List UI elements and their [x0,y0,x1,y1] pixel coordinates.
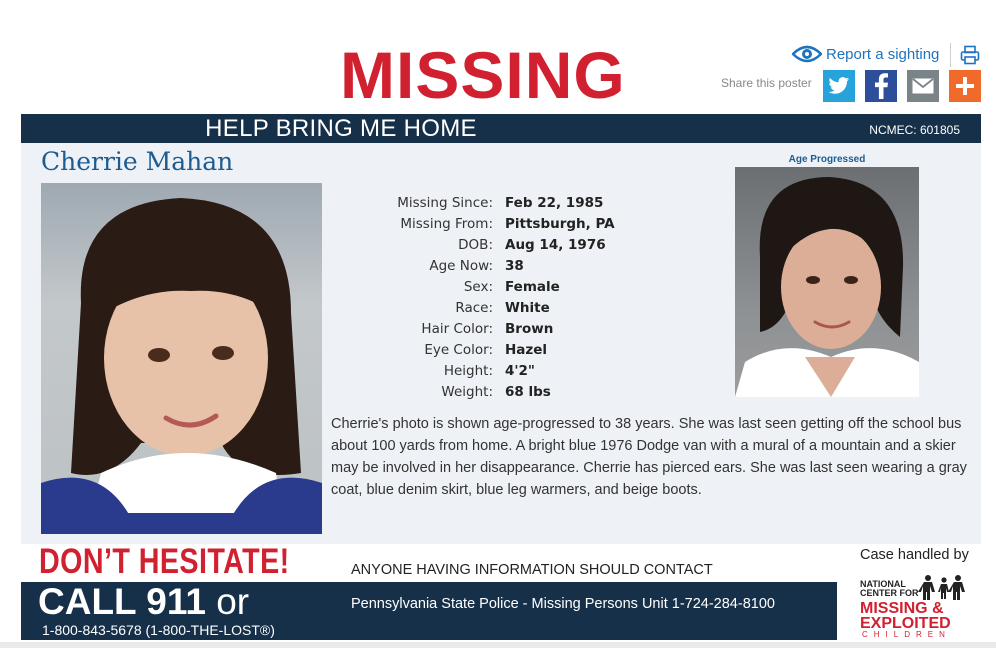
eye-icon [792,44,822,64]
header-divider [950,43,951,67]
share-twitter-button[interactable] [823,70,855,102]
case-handled-label: Case handled by [860,547,969,563]
detail-value: Female [505,278,560,295]
report-sighting-link[interactable] [792,44,939,64]
detail-label: Hair Color: [421,320,493,337]
detail-label: Weight: [441,383,493,400]
call-or-label: or [216,581,250,622]
detail-value: Hazel [505,341,548,358]
ncmec-logo-line1: NATIONAL [860,579,906,589]
contact-instruction: ANYONE HAVING INFORMATION SHOULD CONTACT [351,562,713,578]
page-bottom-edge [0,642,996,648]
hotline-number: 1-800-843-5678 (1-800-THE-LOST®) [42,622,275,638]
detail-value: Brown [505,320,554,337]
share-facebook-button[interactable] [865,70,897,102]
ncmec-logo-line3: MISSING & [860,600,944,617]
detail-row-age-now [330,255,730,276]
ncmec-logo-line5: CHILDREN [862,630,951,639]
age-progressed-photo [735,167,919,397]
detail-row-eye-color [330,339,730,360]
plus-icon [956,77,974,95]
help-banner [21,114,981,143]
detail-label: Sex: [463,278,493,295]
email-icon [912,78,934,94]
detail-row-hair-color [330,318,730,339]
detail-value: Feb 22, 1985 [505,194,604,211]
detail-label: DOB: [458,236,493,253]
printer-icon[interactable] [960,45,980,70]
case-id: NCMEC: 601805 [869,123,960,137]
share-more-button[interactable] [949,70,981,102]
detail-value: Pittsburgh, PA [505,215,615,232]
detail-label: Height: [443,362,493,379]
detail-label: Age Now: [429,257,493,274]
detail-row-race [330,297,730,318]
detail-row-missing-since [330,192,730,213]
detail-label: Missing From: [400,215,493,232]
share-email-button[interactable] [907,70,939,102]
detail-label: Missing Since: [397,194,493,211]
person-name: Cherrie Mahan [41,147,234,176]
age-progressed-label: Age Progressed [788,154,866,165]
facebook-icon [873,73,889,99]
detail-value: 38 [505,257,524,274]
case-description: Cherrie's photo is shown age-progressed to 38 years. She was last seen getting off the school bus about 100 yards from home. A bright blue 1976 Dodge van with a mural of a mountain and a skier may be involved in her disappearance. Cherrie has pierced ears. She was last seen wearing a gray coat, blue denim skirt, blue leg warmers, and beige boots. [331,416,967,498]
detail-label: Race: [455,299,493,316]
dont-hesitate-heading: DON’T HESITATE! [39,542,290,581]
twitter-icon [828,76,850,96]
detail-row-sex [330,276,730,297]
ncmec-logo [858,572,978,640]
ncmec-logo-line2: CENTER FOR [860,588,919,598]
banner-title: HELP BRING ME HOME [205,115,477,142]
detail-value: White [505,299,550,316]
details-table [330,192,730,402]
poster-title: MISSING [340,38,626,112]
detail-label: Eye Color: [424,341,493,358]
detail-row-missing-from [330,213,730,234]
call-911-label: CALL 911 [38,581,206,622]
share-label: Share this poster [721,76,812,90]
report-sighting-label: Report a sighting [826,45,940,63]
call-911 [38,582,249,622]
child-photo [41,183,322,534]
detail-row-height [330,360,730,381]
detail-value: 68 lbs [505,383,551,400]
police-contact: Pennsylvania State Police - Missing Persons Unit 1-724-284-8100 [351,596,775,612]
detail-row-dob [330,234,730,255]
detail-row-weight [330,381,730,402]
detail-value: 4'2" [505,362,535,379]
detail-value: Aug 14, 1976 [505,236,606,253]
ncmec-logo-line4: EXPLOITED [860,615,951,632]
